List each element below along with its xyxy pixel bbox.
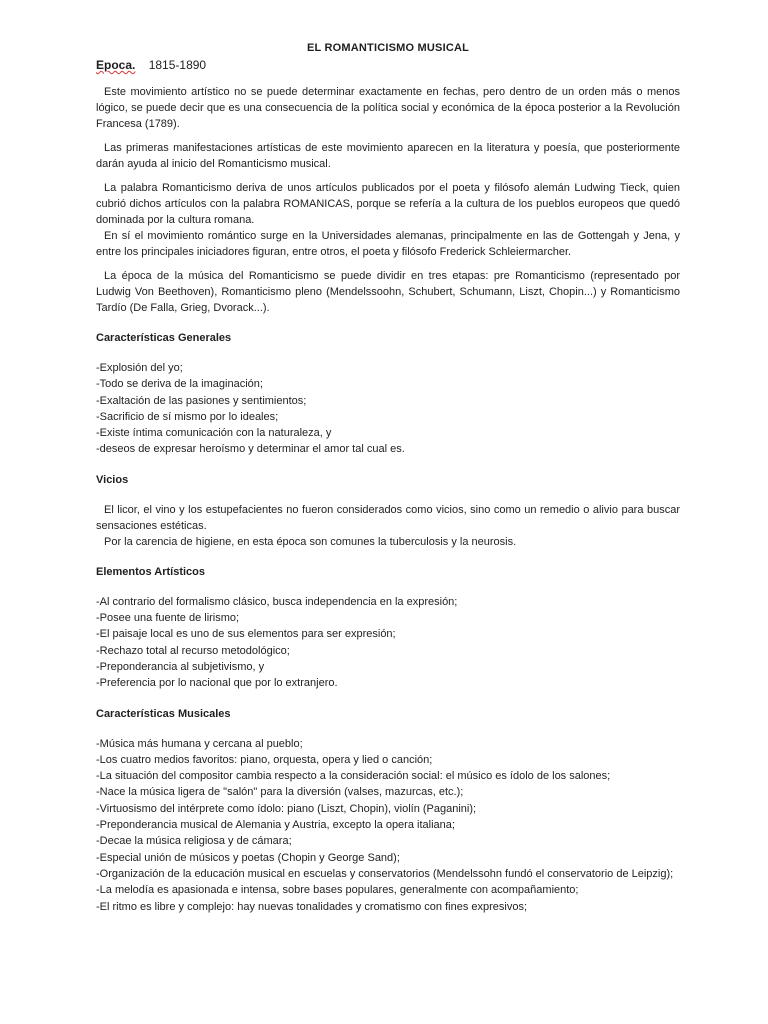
intro-paragraph-5: La época de la música del Romanticismo se puede dividir en tres etapas: pre Romanticismo (representado por Ludwig Von Beethoven), Romanticismo pleno (Mendelssoohn, Schubert, Schumann, Liszt, Chopin...) y Romanticismo Tardío (De Falla, Grieg, Dvorack...). bbox=[96, 270, 680, 314]
epoca-label: Epoca. bbox=[96, 58, 136, 72]
list-item: -El ritmo es libre y complejo: hay nuevas tonalidades y cromatismo con fines expresivos; bbox=[96, 900, 528, 913]
list-item: -Música más humana y cercana al pueblo; bbox=[96, 737, 303, 750]
list-item: -Existe íntima comunicación con la naturaleza, y bbox=[96, 427, 332, 440]
elementos-artisticos-list bbox=[96, 594, 680, 692]
document-title: EL ROMANTICISMO MUSICAL bbox=[306, 42, 470, 54]
list-item: -El paisaje local es uno de sus elementos para ser expresión; bbox=[96, 628, 396, 641]
list-item: -deseos de expresar heroísmo y determinar el amor tal cual es. bbox=[96, 443, 405, 456]
intro-paragraph-4: En sí el movimiento romántico surge en la Universidades alemanas, principalmente en las de Gottengah y Jena, y entre los principales iniciadores figuran, entre otros, el poeta y filósofo Frederick Schleiermarcher. bbox=[96, 230, 680, 258]
caracteristicas-musicales-heading: Características Musicales bbox=[96, 707, 231, 720]
list-item: -Preponderancia musical de Alemania y Austria, excepto la opera italiana; bbox=[96, 819, 455, 832]
list-item: -Decae la música religiosa y de cámara; bbox=[96, 835, 292, 848]
intro-paragraph-1: Este movimiento artístico no se puede determinar exactamente en fechas, pero dentro de un orden más o menos lógico, se puede decir que es una consecuencia de la política social y económica de la época posterior a la Revolución Francesa (1789). bbox=[96, 86, 680, 130]
caracteristicas-generales-heading: Características Generales bbox=[96, 332, 232, 344]
list-item: -Organización de la educación musical en escuelas y conservatorios (Mendelssohn fundó el conservatorio de Leipzig); bbox=[96, 867, 674, 880]
list-item: -Exaltación de las pasiones y sentimientos; bbox=[96, 394, 307, 407]
list-item: -Preponderancia al subjetivismo, y bbox=[96, 660, 265, 673]
list-item: -La situación del compositor cambia respecto a la consideración social: el músico es ídolo de los salones; bbox=[96, 770, 611, 783]
caracteristicas-generales-list bbox=[96, 360, 680, 458]
elementos-artisticos-heading: Elementos Artísticos bbox=[96, 565, 206, 578]
caracteristicas-musicales-list bbox=[96, 736, 680, 915]
list-item: -Nace la música ligera de "salón" para la diversión (valses, mazurcas, etc.); bbox=[96, 786, 464, 799]
intro-paragraph-2: Las primeras manifestaciones artísticas de este movimiento aparecen en la literatura y poesía, que posteriormente darán ayuda al inicio del Romanticismo musical. bbox=[96, 142, 680, 170]
list-item: -Todo se deriva de la imaginación; bbox=[96, 378, 263, 391]
list-item: -La melodía es apasionada e intensa, sobre bases populares, generalmente con acompañamiento; bbox=[96, 884, 579, 897]
list-item: -Posee una fuente de lirismo; bbox=[96, 612, 240, 625]
list-item: -Los cuatro medios favoritos: piano, orquesta, opera y lied o canción; bbox=[96, 753, 433, 766]
list-item: -Especial unión de músicos y poetas (Chopin y George Sand); bbox=[96, 851, 400, 864]
list-item: -Preferencia por lo nacional que por lo extranjero. bbox=[96, 677, 338, 690]
list-item: -Explosión del yo; bbox=[96, 362, 183, 374]
list-item: -Virtuosismo del intérprete como ídolo: piano (Liszt, Chopin), violín (Paganini); bbox=[96, 802, 477, 815]
vicios-paragraph-2: Por la carencia de higiene, en esta época son comunes la tuberculosis y la neurosis. bbox=[104, 535, 517, 548]
vicios-paragraph-1: El licor, el vino y los estupefacientes no fueron considerados como vicios, sino como un remedio o alivio para buscar sensaciones estéticas. bbox=[96, 503, 680, 532]
epoca-line bbox=[96, 58, 680, 72]
list-item: -Rechazo total al recurso metodológico; bbox=[96, 644, 290, 657]
epoca-years: 1815-1890 bbox=[148, 58, 207, 72]
list-item: -Sacrificio de sí mismo por lo ideales; bbox=[96, 410, 279, 423]
intro-paragraph-3: La palabra Romanticismo deriva de unos artículos publicados por el poeta y filósofo alemán Ludwing Tieck, quien cubrió dichos artículos con la palabra ROMANICAS, porque se refería a la cultura de los pueblos europeos que quedó dominada por la cultura romana. bbox=[96, 182, 680, 226]
vicios-heading: Vicios bbox=[96, 473, 129, 486]
list-item: -Al contrario del formalismo clásico, busca independencia en la expresión; bbox=[96, 595, 458, 608]
